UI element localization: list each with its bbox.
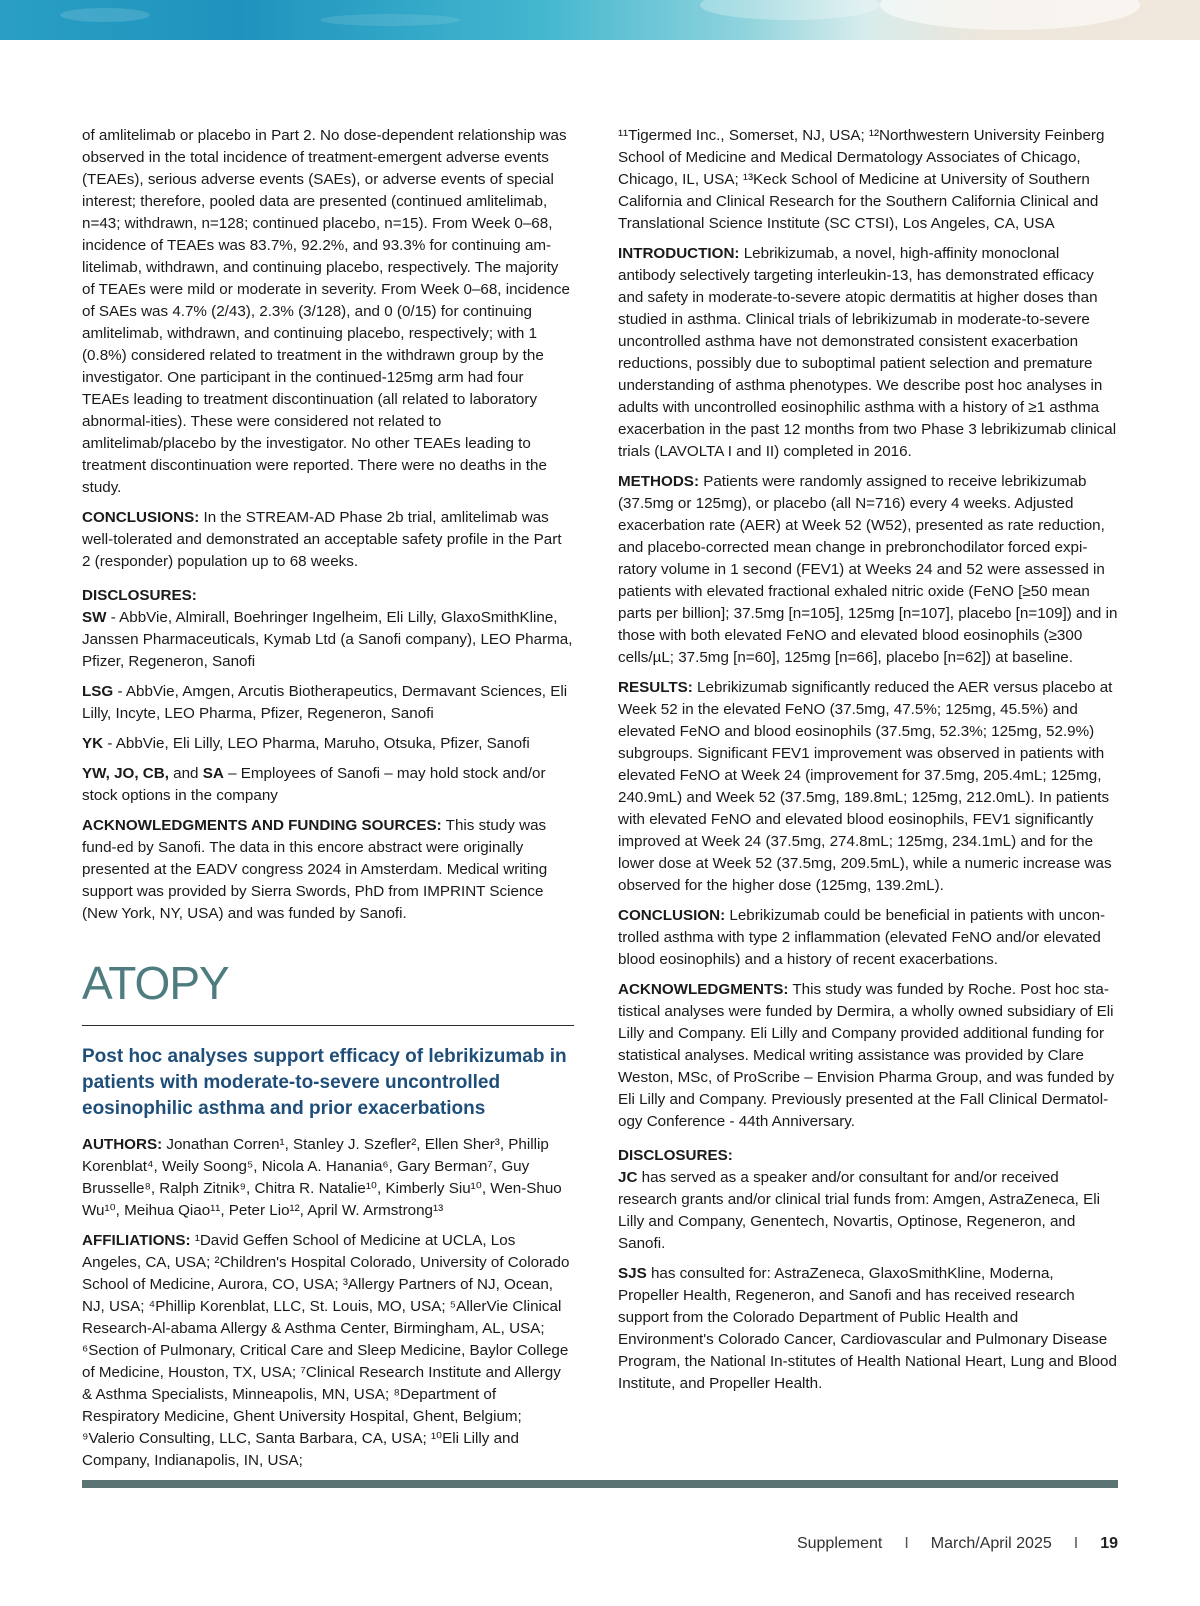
- acknowledgments-right-label: ACKNOWLEDGMENTS:: [618, 981, 789, 998]
- disclosure-sw-label: SW: [82, 609, 107, 626]
- disclosure-sw: [82, 607, 574, 673]
- acknowledgments-label: ACKNOWLEDGMENTS AND FUNDING SOURCES:: [82, 817, 442, 834]
- conclusion-text: Lebrikizumab could be beneficial in patients with uncon-trolled asthma with type 2 inflammation (elevated FeNO and/or elevated blood eosinophils) and a history of recent exacerbations.: [618, 907, 1106, 968]
- abstract-title: Post hoc analyses support efficacy of lebrikizumab in patients with moderate-to-severe uncontrolled eosinophilic asthma and prior exacerbations: [82, 1046, 567, 1119]
- conclusions-label: CONCLUSIONS:: [82, 509, 200, 526]
- footer-date: March/April 2025: [930, 1535, 1052, 1552]
- disclosure-sw-text: - AbbVie, Almirall, Boehringer Ingelheim, Eli Lilly, GlaxoSmithKline, Janssen Pharmaceuticals, Kymab Ltd (a Sanofi company), LEO Pharma, Pfizer, Regeneron, Sanofi: [82, 609, 573, 670]
- disclosure-jc-text: has served as a speaker and/or consultant for and/or received research grants and/or clinical trial funds from: Amgen, AstraZeneca, Eli Lilly and Company, Genentech, Novartis, Optinose, Regeneron, and Sanofi.: [618, 1169, 1101, 1252]
- footer-supplement: Supplement: [796, 1535, 883, 1552]
- conclusion-label: CONCLUSION:: [618, 907, 726, 924]
- footer-divider: I: [904, 1535, 909, 1552]
- disclosure-jc-label: JC: [618, 1169, 638, 1186]
- conclusions-paragraph: [82, 507, 574, 573]
- disclosure-yw-jo-cb-sa: [82, 763, 574, 807]
- acknowledgments-paragraph: [82, 815, 574, 925]
- conclusion-paragraph: [618, 905, 1118, 971]
- authors-paragraph: [82, 1134, 574, 1222]
- disclosure-yk-label: YK: [82, 735, 104, 752]
- results-label: RESULTS:: [618, 679, 693, 696]
- acknowledgments-right-text: This study was funded by Roche. Post hoc sta-tistical analyses were funded by Dermira, a wholly owned subsidiary of Eli Lilly and Company. Eli Lilly and Company provided additional funding for statistical analyses. Medical writing assistance was provided by Clare Weston, MSc, of ProScribe – Envision Pharma Group, and was funded by Eli Lilly and Company. Previously presented at the Fall Clinical Dermatol-ogy Conference - 44th Anniversary.: [618, 981, 1115, 1130]
- section-divider: [82, 1025, 574, 1026]
- disclosures-right-heading: DISCLOSURES:: [618, 1147, 733, 1164]
- page-number: 19: [1100, 1535, 1118, 1552]
- disclosure-sa-label: SA: [202, 765, 224, 782]
- disclosure-lsg: [82, 681, 574, 725]
- introduction-label: INTRODUCTION:: [618, 245, 740, 262]
- affiliations-label: AFFILIATIONS:: [82, 1232, 191, 1249]
- disclosure-yw-label: YW, JO, CB,: [82, 765, 169, 782]
- acknowledgments-right-paragraph: [618, 979, 1118, 1133]
- disclosure-sa-text: – Employees of Sanofi – may hold stock and/or stock options in the company: [82, 765, 546, 804]
- affiliations-paragraph: [82, 1230, 574, 1472]
- results-text: Lebrikizumab significantly reduced the AER versus placebo at Week 52 in the elevated FeNO (37.5mg, 47.5%; 125mg, 45.5%) and elevated FeNO and blood eosinophils (37.5mg, 52.3%; 125mg, 52.9%) subgroups. Significant FEV1 improvement was observed in patients with elevated FeNO at Week 24 (improvement for 37.5mg, 205.4mL; 125mg, 240.9mL) and Week 52 (37.5mg, 189.8mL; 125mg, 212.0mL). In patients with elevated FeNO and elevated blood eosinophils, FEV1 significantly improved at Week 24 (37.5mg, 274.8mL; 125mg, 234.1mL) and for the lower dose at Week 52 (37.5mg, 209.5mL), while a numeric increase was observed for the higher dose (125mg, 139.2mL).: [618, 679, 1113, 894]
- footer-rule: [82, 1480, 1118, 1488]
- authors-text: Jonathan Corren¹, Stanley J. Szefler², Ellen Sher³, Phillip Korenblat⁴, Weily Soong⁵, Nicola A. Hanania⁶, Gary Berman⁷, Guy Brusselle⁸, Ralph Zitnik⁹, Chitra R. Natalie¹⁰, Kimberly Siu¹⁰, Wen-Shuo Wu¹⁰, Meihua Qiao¹¹, Peter Lio¹², April W. Armstrong¹³: [82, 1136, 562, 1219]
- affiliations-text: ¹David Geffen School of Medicine at UCLA, Los Angeles, CA, USA; ²Children's Hospital Colorado, University of Colorado School of Medicine, Aurora, CO, USA; ³Allergy Partners of NJ, Ocean, NJ, USA; ⁴Phillip Korenblat, LLC, St. Louis, MO, USA; ⁵AllerVie Clinical Research-Al-abama Allergy & Asthma Center, Birmingham, AL, USA; ⁶Section of Pulmonary, Critical Care and Sleep Medicine, Baylor College of Medicine, Houston, TX, USA; ⁷Clinical Research Institute and Allergy & Asthma Specialists, Minneapolis, MN, USA; ⁸Department of Respiratory Medicine, Ghent University Hospital, Ghent, Belgium; ⁹Valerio Consulting, LLC, Santa Barbara, CA, USA; ¹⁰Eli Lilly and Company, Indianapolis, IN, USA;: [82, 1232, 570, 1469]
- disclosure-yk: [82, 733, 574, 755]
- disclosure-lsg-text: - AbbVie, Amgen, Arcutis Biotherapeutics, Dermavant Sciences, Eli Lilly, Incyte, LEO Pharma, Pfizer, Regeneron, Sanofi: [82, 683, 568, 722]
- page-footer: [797, 1535, 1118, 1553]
- methods-paragraph: [618, 471, 1118, 669]
- disclosure-and: and: [173, 765, 199, 782]
- acknowledgments-text: This study was fund-ed by Sanofi. The data in this encore abstract were originally presented at the EADV congress 2024 in Amsterdam. Medical writing support was provided by Sierra Swords, PhD from IMPRINT Science (New York, NY, USA) and was funded by Sanofi.: [82, 817, 548, 922]
- disclosure-sjs-label: SJS: [618, 1265, 647, 1282]
- footer-divider-2: I: [1073, 1535, 1079, 1552]
- disclosure-jc: [618, 1167, 1118, 1255]
- results-paragraph: [618, 677, 1118, 897]
- disclosure-sjs: [618, 1263, 1118, 1395]
- section-title: ATOPY: [82, 957, 229, 1009]
- conclusions-text: In the STREAM-AD Phase 2b trial, amlitelimab was well-tolerated and demonstrated an acceptable safety profile in the Part 2 (responder) population up to 68 weeks.: [82, 509, 562, 570]
- methods-text: Patients were randomly assigned to receive lebrikizumab (37.5mg or 125mg), or placebo (all N=716) every 4 weeks. Adjusted exacerbation rate (AER) at Week 52 (W52), presented as rate reduction, and placebo-corrected mean change in prebronchodilator forced expi-ratory volume in 1 second (FEV1) at Weeks 24 and 52 were assessed in patients with elevated fractional exhaled nitric oxide (FeNO [≥50 mean parts per billion]; 37.5mg [n=105], 125mg [n=107], placebo [n=109]) and in those with both elevated FeNO and elevated blood eosinophils (≥300 cells/µL; 37.5mg [n=60], 125mg [n=66], placebo [n=62]) at baseline.: [618, 473, 1118, 666]
- introduction-paragraph: [618, 243, 1118, 463]
- affiliations-continued: ¹¹Tigermed Inc., Somerset, NJ, USA; ¹²Northwestern University Feinberg School of Medicine and Medical Dermatology Associates of Chicago, Chicago, IL, USA; ¹³Keck School of Medicine at University of Southern California and Clinical Research for the Southern California Clinical and Translational Science Institute (SC CTSI), Los Angeles, CA, USA: [618, 127, 1105, 232]
- left-column: [82, 125, 574, 1480]
- authors-label: AUTHORS:: [82, 1136, 163, 1153]
- right-column: [618, 125, 1118, 1403]
- methods-label: METHODS:: [618, 473, 699, 490]
- header-banner-image: [0, 0, 1200, 40]
- disclosure-yk-text: - AbbVie, Eli Lilly, LEO Pharma, Maruho, Otsuka, Pfizer, Sanofi: [107, 735, 530, 752]
- introduction-text: Lebrikizumab, a novel, high-affinity monoclonal antibody selectively targeting interleukin-13, has demonstrated efficacy and safety in moderate-to-severe atopic dermatitis at higher doses than studied in asthma. Clinical trials of lebrikizumab in moderate-to-severe uncontrolled asthma have not demonstrated consistent exacerbation reductions, possibly due to suboptimal patient selection and premature understanding of asthma phenotypes. We describe post hoc analyses in adults with uncontrolled eosinophilic asthma with a history of ≥1 asthma exacerbation in the past 12 months from two Phase 3 lebrikizumab clinical trials (LAVOLTA I and II) completed in 2016.: [618, 245, 1117, 460]
- results-continued: of amlitelimab or placebo in Part 2. No dose-dependent relationship was observed in the total incidence of treatment-emergent adverse events (TEAEs), serious adverse events (SAEs), or adverse events of special interest; therefore, pooled data are presented (continued amlitelimab, n=43; withdrawn, n=128; continued placebo, n=15). From Week 0–68, incidence of TEAEs was 83.7%, 92.2%, and 93.3% for continuing am-litelimab, withdrawn, and continuing placebo, respectively. The majority of TEAEs were mild or moderate in severity. From Week 0–68, incidence of SAEs was 4.7% (2/43), 2.3% (3/128), and 0 (0/15) for continuing amlitelimab, withdrawn, and continuing placebo, respectively; with 1 (0.8%) considered related to treatment in the withdrawn group by the investigator. One participant in the continued-125mg arm had four TEAEs leading to treatment discontinuation (all related to laboratory abnormal-ities). These were considered not related to amlitelimab/placebo by the investigator. No other TEAEs leading to treatment discontinuation were reported. There were no deaths in the study.: [82, 127, 570, 496]
- disclosures-heading: DISCLOSURES:: [82, 587, 197, 604]
- disclosure-sjs-text: has consulted for: AstraZeneca, GlaxoSmithKline, Moderna, Propeller Health, Regeneron, and Sanofi and has received research support from the Colorado Department of Public Health and Environment's Colorado Cancer, Cardiovascular and Pulmonary Disease Program, the National In-stitutes of Health National Heart, Lung and Blood Institute, and Propeller Health.: [618, 1265, 1117, 1392]
- disclosure-lsg-label: LSG: [82, 683, 114, 700]
